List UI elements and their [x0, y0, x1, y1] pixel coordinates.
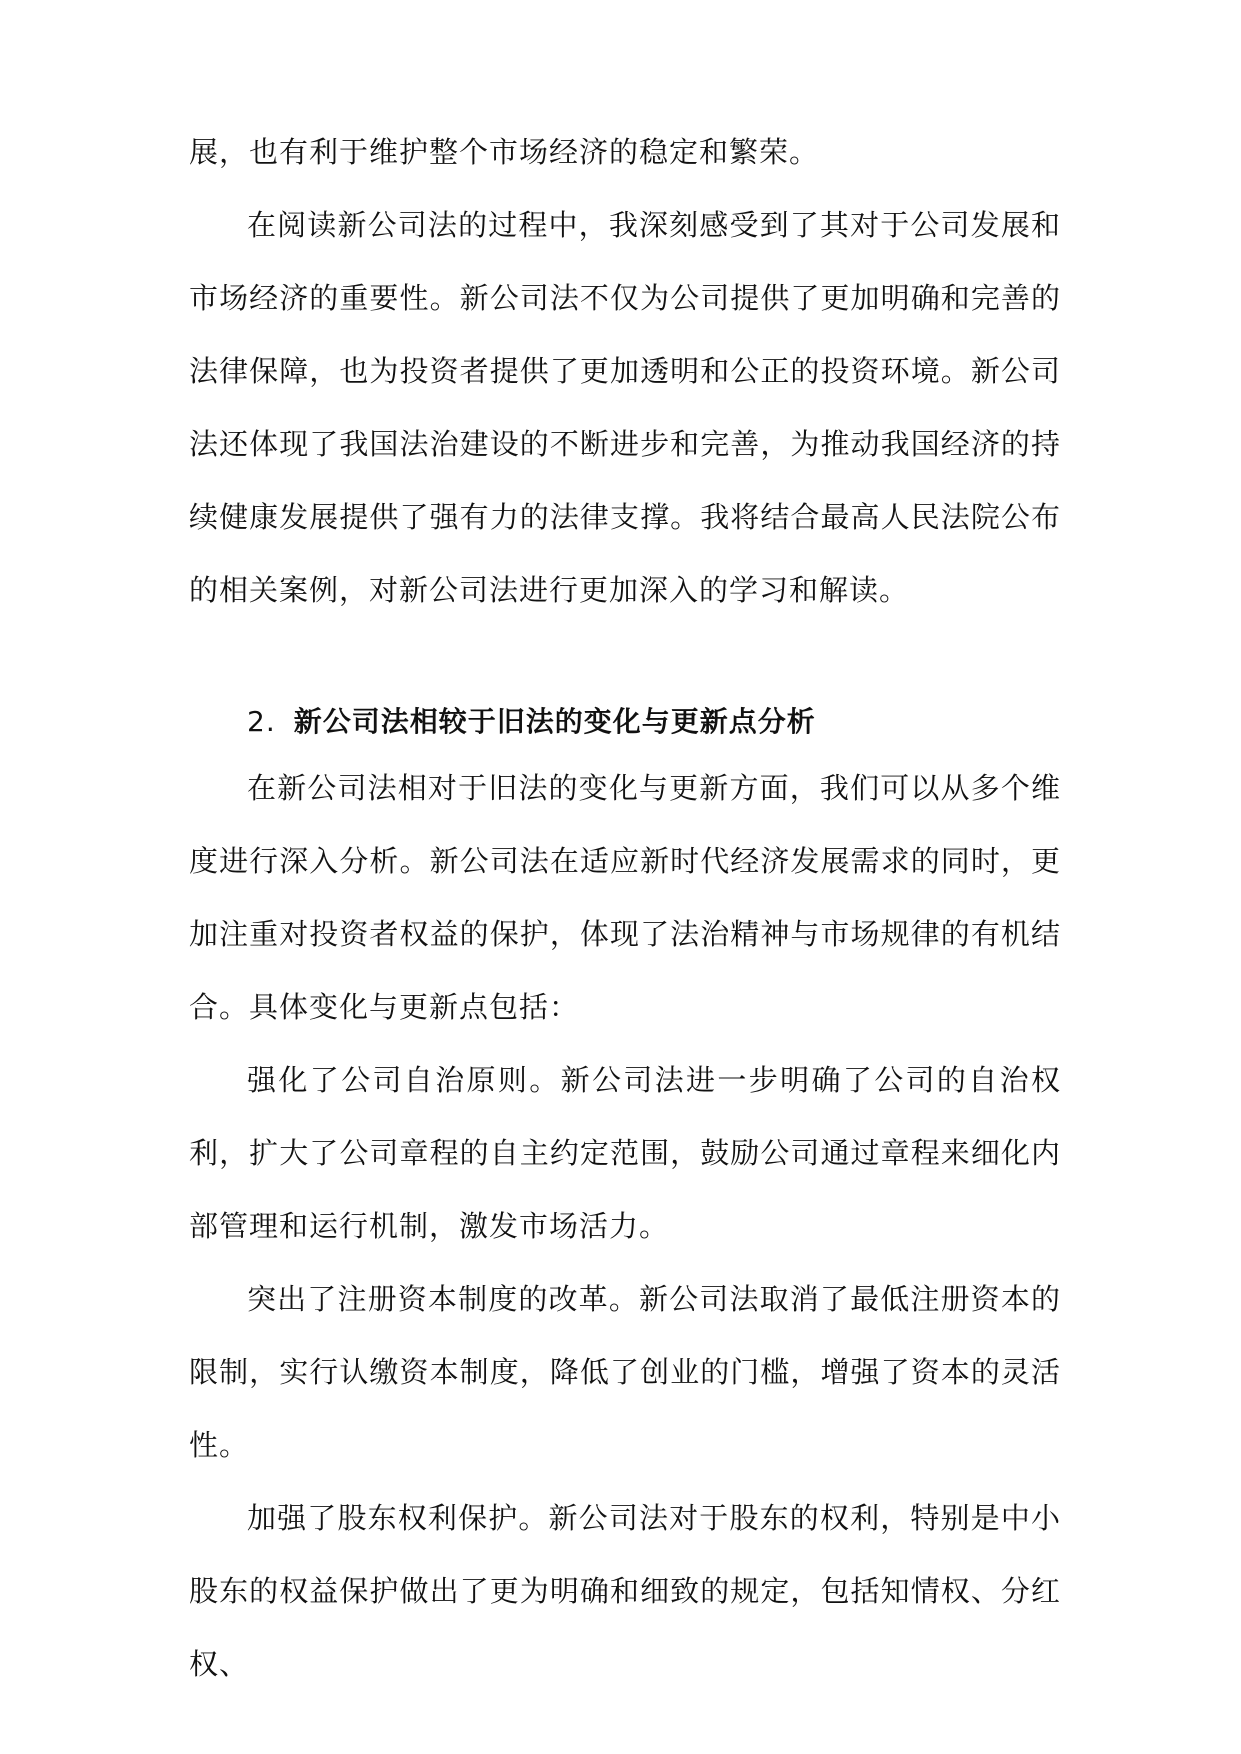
section-heading: [247, 702, 1061, 742]
section-body: [189, 752, 1061, 1701]
paragraph-shareholders: 加强了股东权利保护。新公司法对于股东的权利，特别是中小股东的权益保护做出了更为明确和细致的规定，包括知情权、分红权、: [189, 1501, 1061, 1681]
paragraph-autonomy: 强化了公司自治原则。新公司法进一步明确了公司的自治权利，扩大了公司章程的自主约定范围，鼓励公司通过章程来细化内部管理和运行机制，激发市场活力。: [189, 1063, 1061, 1243]
paragraph-continued-block: [189, 116, 1061, 627]
paragraph-capital: 突出了注册资本制度的改革。新公司法取消了最低注册资本的限制，实行认缴资本制度，降低了创业的门槛，增强了资本的灵活性。: [189, 1282, 1061, 1462]
section-number: 2.: [247, 705, 276, 738]
paragraph-continued: 展，也有利于维护整个市场经济的稳定和繁荣。: [189, 135, 820, 169]
section-title: 新公司法相较于旧法的变化与更新点分析: [293, 705, 816, 738]
paragraph-intro: 在新公司法相对于旧法的变化与更新方面，我们可以从多个维度进行深入分析。新公司法在适应新时代经济发展需求的同时，更加注重对投资者权益的保护，体现了法治精神与市场规律的有机结合。具体变化与更新点包括：: [189, 771, 1061, 1024]
paragraph-reading: 在阅读新公司法的过程中，我深刻感受到了其对于公司发展和市场经济的重要性。新公司法不仅为公司提供了更加明确和完善的法律保障，也为投资者提供了更加透明和公正的投资环境。新公司法还体现了我国法治建设的不断进步和完善，为推动我国经济的持续健康发展提供了强有力的法律支撑。我将结合最高人民法院公布的相关案例，对新公司法进行更加深入的学习和解读。: [189, 208, 1061, 607]
